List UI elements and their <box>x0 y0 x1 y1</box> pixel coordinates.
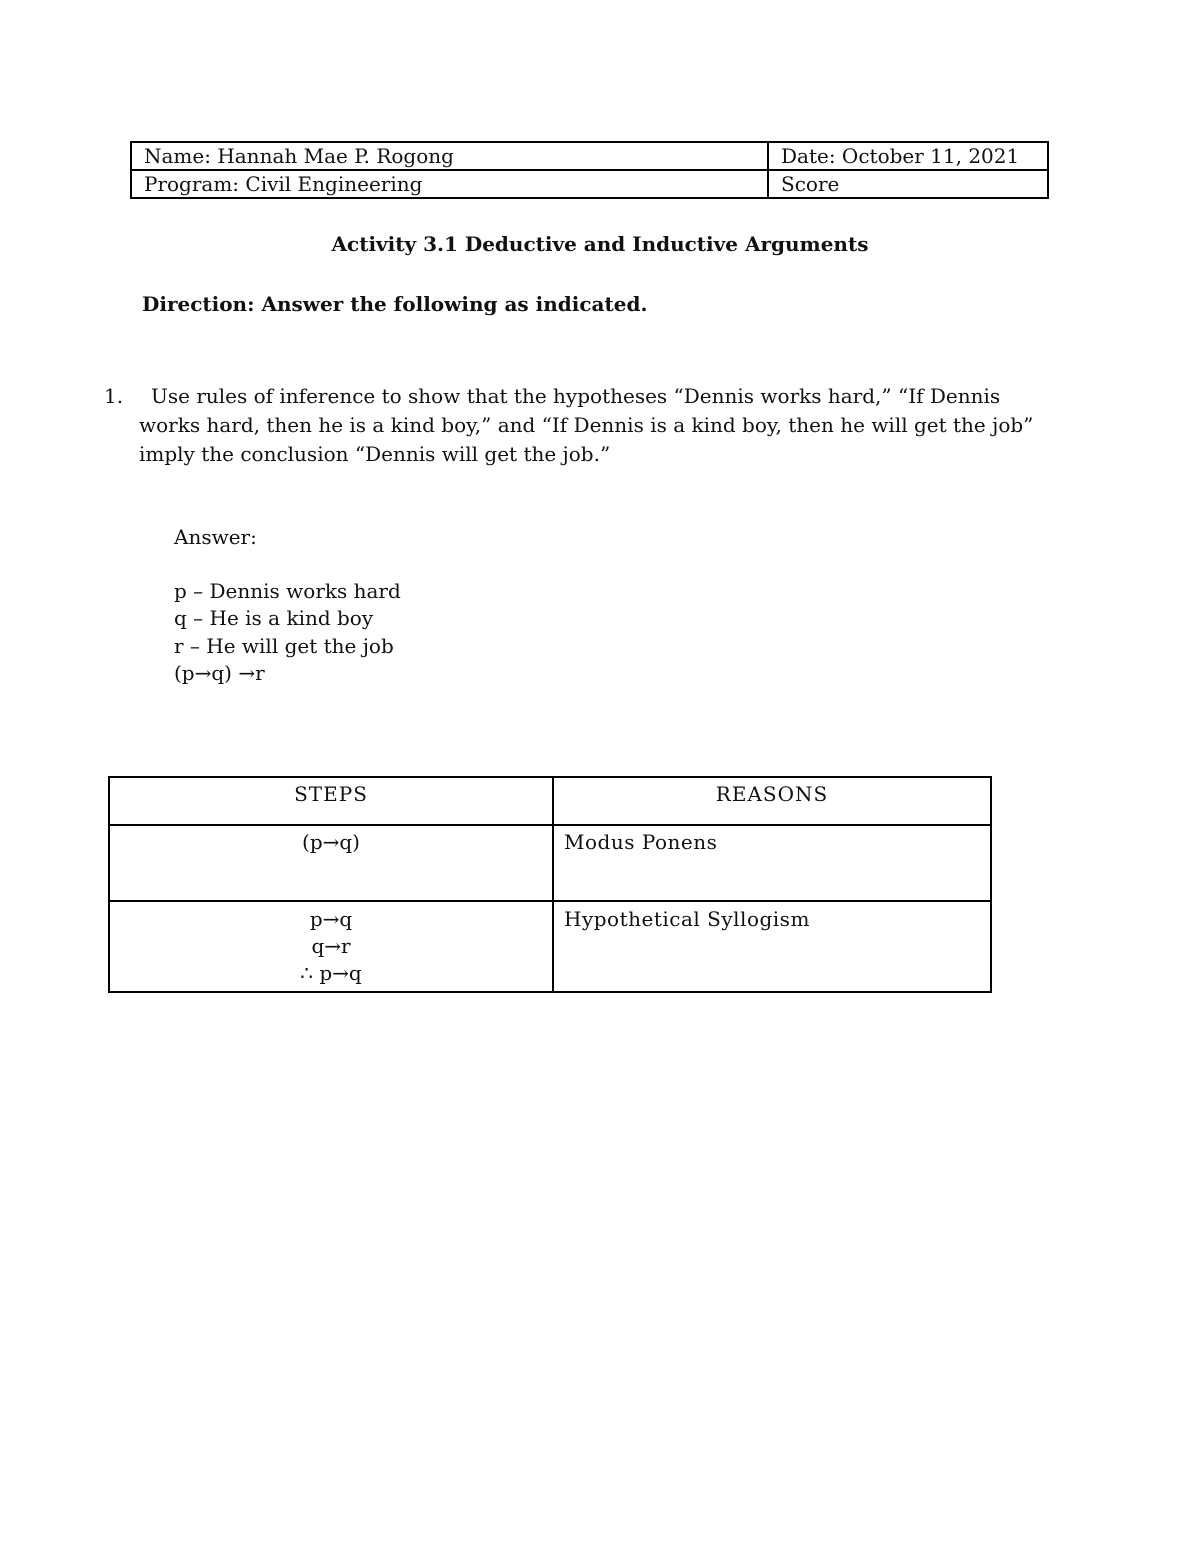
answer-line: q – He is a kind boy <box>174 606 374 630</box>
header-row <box>131 170 1048 198</box>
table-row <box>109 825 991 901</box>
question-text: Use rules of inference to show that the hypotheses “Dennis works hard,” “If Dennis works hard, then he is a kind boy,” and “If Dennis is a kind boy, then he will get the job” imply the conclusion “Dennis will get the job.” <box>139 384 1034 466</box>
step-line: ∴ p→q <box>300 961 362 985</box>
question-number: 1. <box>104 384 124 408</box>
answer-label: Answer: <box>174 525 257 549</box>
name-cell: Name: Hannah Mae P. Rogong <box>131 142 768 170</box>
answer-line: r – He will get the job <box>174 633 394 658</box>
header-info-table <box>130 141 1049 199</box>
proof-table-header-row <box>109 777 991 825</box>
reasons-header: REASONS <box>553 777 991 825</box>
program-cell: Program: Civil Engineering <box>131 170 768 198</box>
score-cell: Score <box>768 170 1048 198</box>
direction-text: Direction: Answer the following as indicated. <box>142 292 648 316</box>
step-line: (p→q) <box>302 830 360 854</box>
answer-block <box>174 524 401 688</box>
steps-cell <box>109 901 553 992</box>
steps-header: STEPS <box>109 777 553 825</box>
reason-cell: Modus Ponens <box>553 825 991 901</box>
step-line: q→r <box>311 934 351 958</box>
date-cell: Date: October 11, 2021 <box>768 142 1048 170</box>
steps-cell <box>109 825 553 901</box>
step-line: p→q <box>309 907 353 931</box>
proof-table <box>108 776 992 993</box>
table-row <box>109 901 991 992</box>
reason-cell: Hypothetical Syllogism <box>553 901 991 992</box>
question-item <box>104 382 1064 469</box>
header-row <box>131 142 1048 170</box>
activity-title: Activity 3.1 Deductive and Inductive Arguments <box>331 232 869 256</box>
answer-line: p – Dennis works hard <box>174 578 401 603</box>
answer-line: (p→q) →r <box>174 661 265 685</box>
